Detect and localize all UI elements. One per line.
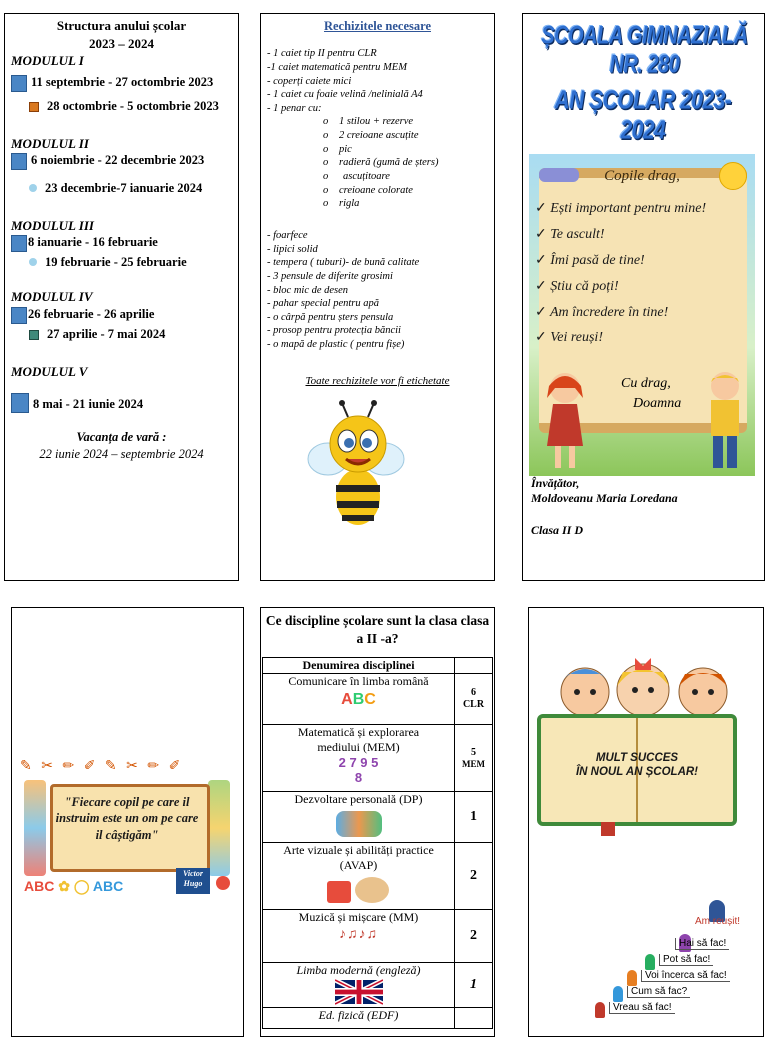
supply-item: - 1 caiet tip II pentru CLR	[267, 48, 377, 60]
pencil-case-item: o 1 stilou + rezerve	[323, 116, 414, 128]
module-2-period: 6 noiembrie - 22 decembrie 2023	[11, 152, 232, 170]
supply-item: - pahar special pentru apă	[267, 298, 379, 310]
subject-abbr: MEM	[462, 758, 485, 769]
class-name: Clasa II D	[531, 523, 584, 537]
subject-abbr: CLR	[462, 699, 485, 710]
table-header: Denumirea disciplinei	[263, 658, 455, 674]
pencil-case-item: o creioane colorate	[323, 184, 413, 196]
scroll-illustration	[529, 154, 755, 476]
encouragement-line: ✓ Îmi pasă de tine!	[535, 252, 645, 268]
calendar-title: Structura anului școlar	[56, 18, 187, 33]
wishes-panel	[528, 607, 764, 1037]
subject-hours: 5	[471, 746, 476, 758]
module-3-vacation: 19 februarie - 25 februarie	[29, 254, 232, 271]
module-1-vacation: 28 octombrie - 5 octombrie 2023	[29, 98, 232, 115]
table-row	[263, 1008, 493, 1029]
quote-panel	[11, 607, 244, 1037]
supply-item: - prosop pentru protecția băncii	[267, 325, 401, 337]
supply-item: - coperți caiete mici	[267, 75, 352, 87]
numbers-icon: 2 7 9 5 8	[338, 755, 379, 785]
module-4-vacation: 27 aprilie - 7 mai 2024	[29, 326, 232, 343]
letters-decoration: ABC ✿ ◯ ABC	[24, 878, 124, 894]
subject-name: Arte vizuale și abilități practice (AVAP)	[283, 843, 434, 872]
table-row	[263, 725, 493, 792]
calendar-icon	[11, 307, 27, 324]
pencil-case-item: o rigla	[323, 198, 360, 210]
pencil-case-item: o radieră (gumă de șters)	[323, 157, 439, 169]
supply-item: - bloc mic de desen	[267, 284, 349, 296]
supply-item: - o cârpă pentru șters pensula	[267, 311, 394, 323]
school-name: ȘCOALA GIMNAZIALĂ NR. 280	[541, 22, 748, 79]
subject-name: Ed. fizică (EDF)	[263, 1008, 455, 1029]
checkmark-icon: ✓	[535, 226, 547, 242]
encouragement-list	[535, 196, 751, 351]
boy-illustration	[697, 366, 753, 476]
table-row	[263, 843, 493, 910]
success-staircase	[569, 898, 764, 1028]
success-wish-line1: MULT SUCCES	[595, 752, 679, 764]
module-5-title: MODULUL V	[11, 363, 88, 379]
figure-icon	[595, 1002, 605, 1018]
step-label: Pot să fac!	[659, 954, 713, 966]
step-label: Hai să fac!	[675, 938, 729, 950]
subjects-title: Ce discipline școlare sunt la clasa clasa a II -a?	[265, 613, 490, 646]
bookmark-icon	[601, 822, 615, 836]
subject-hours: 1	[455, 963, 493, 1008]
teacher-name: Moldoveanu Maria Loredana	[531, 491, 678, 505]
subject-name: Matematică și explorarea mediului (MEM)	[297, 725, 420, 754]
teacher-label: Învățător,	[531, 476, 580, 490]
subject-name: Muzică și mișcare (MM)	[298, 910, 419, 924]
encouragement-line: ✓ Am încredere în tine!	[535, 304, 669, 320]
subject-hours: 2	[455, 910, 493, 963]
supply-item: - tempera ( tuburi)- de bună calitate	[267, 257, 420, 269]
step-label: Cum să fac?	[627, 986, 690, 998]
school-supplies-border: ✎ ✂ ✏ ✐ ✎ ✂ ✏ ✐	[20, 759, 184, 774]
module-4-period: 26 februarie - 26 aprilie	[11, 306, 232, 324]
dancing-children-icon: ♪♫♪♫	[339, 927, 378, 942]
encouragement-line: ✓ Te ascult!	[535, 226, 605, 242]
school-year-heading: AN ȘCOLAR 2023-2024	[554, 86, 732, 145]
success-wish-line2: ÎN NOUL AN ȘCOLAR!	[575, 766, 699, 778]
quote-text: "Fiecare copil pe care il instruim este un om pe care il câștigăm"	[55, 795, 199, 842]
pencil-case-item: o pic	[323, 143, 352, 155]
module-3-period: 8 ianuarie - 16 februarie	[11, 234, 232, 252]
encouragement-line: ✓ Știu că poți!	[535, 278, 619, 294]
table-header-row	[263, 658, 493, 674]
labeling-note: Toate rechizitele vor fi etichetate	[305, 374, 450, 387]
supply-item: - lipici solid	[267, 243, 318, 255]
children-icon	[336, 811, 382, 837]
sign-off-teacher: Doamna	[633, 396, 682, 411]
figure-icon	[613, 986, 623, 1002]
summer-vacation-period: 22 iunie 2024 – septembrie 2024	[39, 447, 204, 462]
subject-name: Dezvoltare personală (DP)	[294, 792, 423, 806]
art-palette-icon	[327, 875, 391, 905]
figure-icon	[627, 970, 637, 986]
calendar-icon	[11, 153, 27, 170]
uk-flag-icon	[335, 979, 383, 1005]
pencils-right	[208, 780, 230, 876]
summer-vacation-title: Vacanța de vară :	[76, 430, 167, 445]
module-5-period: 8 mai - 21 iunie 2024	[11, 392, 232, 413]
scroll-title: Copile drag,	[604, 168, 680, 184]
pencil-case-item: o ascuțitoare	[323, 171, 390, 183]
apple-icon	[216, 876, 230, 890]
supplies-title: Rechizitele necesare	[323, 19, 431, 33]
school-year-structure-panel	[4, 13, 239, 581]
step-label: Vreau să fac!	[609, 1002, 675, 1014]
table-row	[263, 910, 493, 963]
encouragement-line: ✓ Ești important pentru mine!	[535, 201, 707, 216]
subjects-panel	[260, 607, 495, 1037]
checkmark-icon: ✓	[535, 278, 547, 294]
supply-item: - foarfece	[267, 229, 308, 241]
snowflake-icon	[29, 184, 37, 192]
module-1-period: 11 septembrie - 27 octombrie 2023	[11, 74, 232, 92]
module-4-title: MODULUL IV	[11, 289, 93, 305]
calendar-icon	[11, 393, 29, 413]
subject-hours: 6	[471, 687, 476, 698]
module-2-title: MODULUL II	[11, 135, 89, 151]
checkmark-icon: ✓	[535, 252, 547, 268]
step-label: Voi încerca să fac!	[641, 970, 730, 982]
girl-illustration	[535, 366, 595, 476]
module-1-title: MODULUL I	[11, 53, 84, 69]
checkmark-icon: ✓	[535, 304, 547, 320]
supply-item: -1 caiet matematică pentru MEM	[267, 61, 407, 73]
step-label: Am reușit!	[695, 916, 741, 927]
module-3-title: MODULUL III	[11, 217, 94, 233]
supply-item: - 3 pensule de diferite grosimi	[267, 270, 393, 282]
checkmark-icon: ✓	[535, 330, 547, 346]
calendar-icon	[11, 75, 27, 92]
supply-item: - o mapă de plastic ( pentru fișe)	[267, 339, 405, 351]
table-row	[263, 674, 493, 725]
calendar-year: 2023 – 2024	[89, 35, 154, 51]
supplies-panel	[260, 13, 495, 581]
bee-illustration	[306, 399, 406, 529]
table-row	[263, 792, 493, 843]
cover-panel	[522, 13, 765, 581]
pencils-left	[24, 780, 46, 876]
subject-name: Comunicare în limba română	[288, 674, 429, 688]
subject-name: Limba modernă (engleză)	[296, 963, 421, 977]
figure-icon	[645, 954, 655, 970]
quote-frame-illustration	[20, 758, 234, 898]
snowflake-icon	[29, 258, 37, 266]
supply-item: - 1 penar cu:	[267, 102, 322, 114]
sign-off: Cu drag,	[621, 376, 671, 391]
calendar-icon	[11, 235, 27, 252]
author-badge: Victor Hugo	[176, 868, 210, 894]
table-row	[263, 963, 493, 1008]
abc-icon: ABC	[341, 691, 376, 708]
checkmark-icon: ✓	[535, 201, 547, 216]
encouragement-line: ✓ Vei reuși!	[535, 330, 603, 346]
table-header-hours	[455, 658, 493, 674]
supply-item: - 1 caiet cu foaie velină /nelinială A4	[267, 89, 423, 101]
module-2-vacation: 23 decembrie-7 ianuarie 2024	[29, 180, 232, 197]
vacation-marker-icon	[29, 102, 39, 112]
kids-reading-illustration	[537, 652, 747, 832]
pencil-case-item: o 2 creioane ascuțite	[323, 130, 419, 142]
subject-hours: 2	[455, 843, 493, 910]
subjects-table	[262, 657, 493, 1029]
vacation-marker-icon	[29, 330, 39, 340]
subject-hours: 1	[455, 792, 493, 843]
